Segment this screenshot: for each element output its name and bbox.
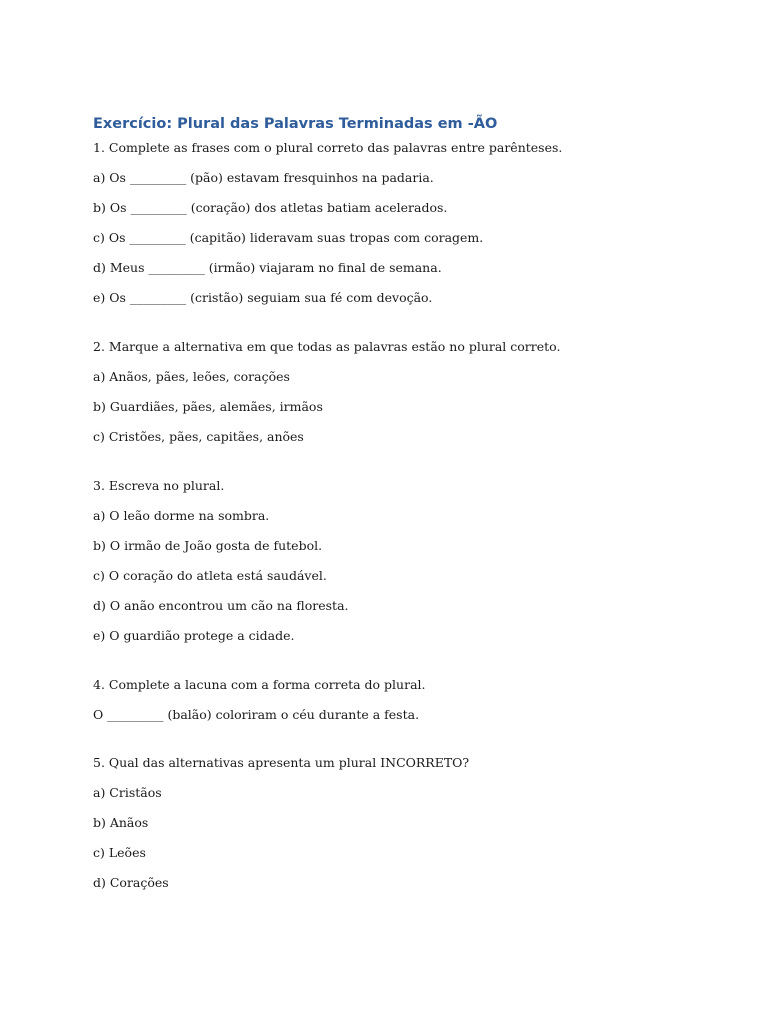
question-3-item-b: b) O irmão de João gosta de futebol. xyxy=(93,538,323,553)
question-2-option-c: c) Cristões, pães, capitães, anões xyxy=(93,429,304,444)
question-3-prompt: 3. Escreva no plural. xyxy=(93,478,225,493)
question-1-item-e: e) Os _________ (cristão) seguiam sua fé com devoção. xyxy=(93,290,433,305)
question-2-option-b: b) Guardiães, pães, alemães, irmãos xyxy=(93,399,323,414)
question-5-option-c: c) Leões xyxy=(93,845,146,860)
question-5-prompt: 5. Qual das alternativas apresenta um plural INCORRETO? xyxy=(93,755,470,770)
question-3-item-e: e) O guardião protege a cidade. xyxy=(93,628,295,643)
question-1-prompt: 1. Complete as frases com o plural correto das palavras entre parênteses. xyxy=(93,140,563,155)
question-4-sentence: O _________ (balão) coloriram o céu durante a festa. xyxy=(93,707,420,722)
question-5-option-b: b) Anãos xyxy=(93,815,149,830)
question-5-option-d: d) Corações xyxy=(93,875,169,890)
question-2-prompt: 2. Marque a alternativa em que todas as palavras estão no plural correto. xyxy=(93,339,561,354)
question-2-option-a: a) Anãos, pães, leões, corações xyxy=(93,369,290,384)
question-1-item-a: a) Os _________ (pão) estavam fresquinhos na padaria. xyxy=(93,170,434,185)
question-3-item-c: c) O coração do atleta está saudável. xyxy=(93,568,327,583)
page-title: Exercício: Plural das Palavras Terminadas em -ÃO xyxy=(93,116,498,132)
question-3-item-d: d) O anão encontrou um cão na floresta. xyxy=(93,598,349,613)
question-4-prompt: 4. Complete a lacuna com a forma correta do plural. xyxy=(93,677,426,692)
question-1-item-c: c) Os _________ (capitão) lideravam suas tropas com coragem. xyxy=(93,230,484,245)
question-1-item-b: b) Os _________ (coração) dos atletas batiam acelerados. xyxy=(93,200,448,215)
question-1-item-d: d) Meus _________ (irmão) viajaram no final de semana. xyxy=(93,260,442,275)
question-5-option-a: a) Cristãos xyxy=(93,785,162,800)
question-3-item-a: a) O leão dorme na sombra. xyxy=(93,508,270,523)
